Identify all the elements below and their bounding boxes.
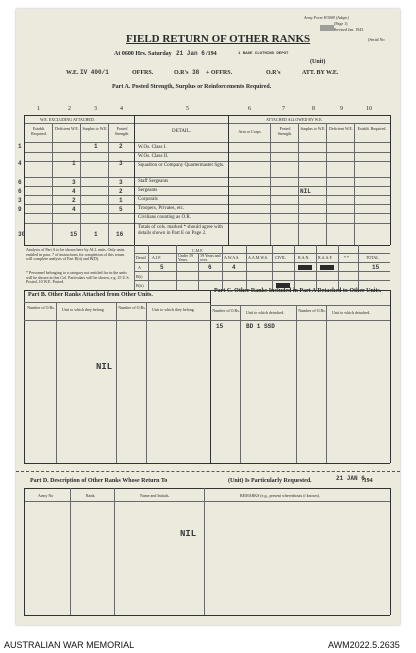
rule <box>134 245 135 290</box>
row-detail: Troopers, Privates, etc. <box>138 206 185 211</box>
rule <box>116 302 117 463</box>
rule <box>56 302 57 463</box>
typed-value: 3 <box>18 197 22 204</box>
analysis-header: A.I.F. <box>152 255 162 260</box>
typed-value: 1 <box>18 143 22 150</box>
rule <box>24 177 390 178</box>
rule <box>296 305 297 463</box>
left-header: Surplus to W.E. <box>82 126 108 131</box>
rule <box>270 123 271 245</box>
rule <box>52 123 53 245</box>
typed-value: 4 <box>18 160 22 167</box>
rule <box>24 195 390 196</box>
rule <box>316 245 317 290</box>
typed-value: 4 <box>232 264 236 271</box>
we-typed: IV 400/1 <box>80 69 109 76</box>
att-label: ATT. BY W.E. <box>302 70 339 76</box>
analysis-note: Analysis of Part A to be shown here by ALL units. Only units entitled in para. 7 of instructions for completion of this return will complete analysis of Part B(ii) and B(D). <box>26 247 125 262</box>
rule <box>176 245 177 290</box>
rule <box>298 123 299 245</box>
analysis-header: 19 Years and over. <box>200 253 221 262</box>
part-d-title: Part D. Description of Other Ranks Whose Return To <box>30 478 168 484</box>
row-detail: Civilians counting as O.R. <box>138 215 191 220</box>
rule <box>80 123 81 245</box>
rule <box>24 161 390 162</box>
rule <box>326 305 327 463</box>
rule <box>134 271 390 272</box>
rule <box>24 245 390 246</box>
rule <box>228 115 229 245</box>
part-c-col: Unit to which detached. <box>246 310 285 315</box>
col-number: 5 <box>186 106 189 112</box>
serial-stamp <box>320 25 334 31</box>
analysis-row-label: B(ii) <box>136 283 144 288</box>
ors-label: O.R's <box>174 70 189 76</box>
footer-left: AUSTRALIAN WAR MEMORIAL <box>4 640 135 650</box>
rule <box>24 152 390 153</box>
analysis-header: * * <box>344 255 349 260</box>
ors2-label: O.R's <box>266 70 281 76</box>
page-title: FIELD RETURN OF OTHER RANKS <box>126 33 311 45</box>
typed-value: 1 <box>94 143 98 150</box>
typed-value: 2 <box>72 197 76 204</box>
typed-value: 1 <box>72 160 76 167</box>
left-header: Deficient W.E. <box>55 126 79 131</box>
rule <box>24 123 390 124</box>
left-header: Posted Strength. <box>114 126 130 136</box>
typed-value: 6 <box>18 188 22 195</box>
row-detail: Sergeants <box>138 188 158 193</box>
part-c-entry-unit: BD 1 SSD <box>246 323 275 330</box>
typed-value: 16 <box>116 231 124 238</box>
part-d-col: REMARKS (e.g., present whereabouts if known). <box>240 493 320 498</box>
redaction-block <box>320 265 334 270</box>
part-d-year: /194 <box>362 478 373 484</box>
part-d-col: Army No <box>38 493 54 498</box>
typed-value: 3 <box>72 179 76 186</box>
rule <box>210 290 211 463</box>
page-ref: (Page 1) <box>334 21 348 26</box>
rule <box>210 305 390 306</box>
col-number: 1 <box>37 106 40 112</box>
rule <box>240 305 241 463</box>
analysis-header: Under 19 Years. <box>178 253 193 262</box>
analysis-header: CIVIL <box>275 255 286 260</box>
col-number: 7 <box>282 106 285 112</box>
row-detail: Totals of cols. marked * should agree with details shown in Part E on Page 2. <box>138 225 223 236</box>
row-detail: W.Os. Class I. <box>138 145 167 150</box>
rule <box>358 245 359 290</box>
analysis-header: A.A.M.W.S. <box>248 255 268 260</box>
col-number: 8 <box>312 106 315 112</box>
rule <box>326 123 327 245</box>
analysis-header: R.A.N. <box>298 255 310 260</box>
right-header: Surplus to W.E. <box>300 126 326 131</box>
rule <box>24 488 390 489</box>
left-header: Establt. Required. <box>31 126 47 136</box>
rule <box>24 142 390 143</box>
typed-value: 15 <box>372 264 380 271</box>
rule <box>24 320 390 321</box>
offrs-label: OFFRS. <box>132 70 154 76</box>
rule <box>24 290 25 463</box>
typed-value: 3 <box>119 160 123 167</box>
rule <box>338 245 339 290</box>
rule <box>24 615 390 616</box>
typed-value: 6 <box>208 264 212 271</box>
revised-note: Revised Jan. 1943 <box>334 27 364 32</box>
typed-value: 5 <box>160 264 164 271</box>
rule <box>134 262 390 263</box>
rule <box>24 204 390 205</box>
typed-value: 2 <box>119 143 123 150</box>
rule <box>204 488 205 615</box>
rule <box>24 115 390 116</box>
row-detail: W.Os. Class II. <box>138 154 169 159</box>
col-number: 6 <box>248 106 251 112</box>
date-typed: 21 Jan 6 <box>176 50 205 57</box>
nil-typed: NIL <box>300 188 311 195</box>
rule <box>354 123 355 245</box>
row-detail: Squadron or Company Quartermaster Sgts. <box>138 163 225 168</box>
rule <box>222 245 223 290</box>
rule <box>294 245 295 290</box>
rule <box>134 280 390 281</box>
analysis-header: TOTAL <box>366 255 379 260</box>
rule <box>24 463 390 464</box>
plus-offrs-label: + OFFRS. <box>206 70 233 76</box>
rule <box>134 253 390 254</box>
rule <box>390 488 391 615</box>
typed-value: 4 <box>72 188 76 195</box>
part-d-col: Name and Initials. <box>140 493 170 498</box>
rule <box>24 186 390 187</box>
we-label: W.E. <box>66 70 79 76</box>
part-c-col: Number of O.Rs. <box>298 308 326 313</box>
analysis-header: A.W.A.S. <box>224 255 240 260</box>
at-line: At 0600 Hrs. Saturday <box>114 51 172 57</box>
unit-label: (Unit) <box>310 59 326 65</box>
form-ref: Army Form W3009 (Adapt.) <box>304 15 350 20</box>
analysis-row-label: A <box>138 265 141 270</box>
footer-right: AWM2022.5.2635 <box>328 640 400 650</box>
typed-value: 6 <box>18 179 22 186</box>
part-c-col: Number of O.Rs. <box>212 308 240 313</box>
part-b-col: Unit to which they belong <box>62 307 104 312</box>
rule <box>390 115 391 245</box>
typed-value: 1 <box>94 231 98 238</box>
serial-label: (Serial No <box>368 37 385 42</box>
col-number: 2 <box>68 106 71 112</box>
part-d-col: Rank. <box>86 493 96 498</box>
typed-value: 4 <box>72 206 76 213</box>
rule <box>134 115 135 245</box>
rule <box>24 501 390 502</box>
rule <box>114 488 115 615</box>
redaction-block <box>298 265 312 270</box>
rule <box>24 115 25 245</box>
rule <box>146 302 147 463</box>
part-d-nil: NIL <box>180 529 197 539</box>
right-header: Posted Strength. <box>277 126 293 136</box>
ors-typed: 38 <box>192 69 200 76</box>
part-c-title: Part C. Other Ranks Included in Part A Detached to Other Units. <box>214 288 382 294</box>
perforation-line <box>16 471 400 472</box>
unit-typed: 1 BASE CLOTHING DEPOT <box>238 52 289 56</box>
row-detail: Corporals <box>138 197 158 202</box>
col-number: 10 <box>366 106 372 112</box>
rule <box>148 245 149 290</box>
right-header: Establt. Required. <box>357 126 387 131</box>
typed-value: 1 <box>119 197 123 204</box>
part-c-col: Unit to which detached. <box>332 310 371 315</box>
rule <box>24 488 25 615</box>
typed-value: 3 <box>119 179 123 186</box>
part-d-unit: (Unit) Is Particularly Requested. <box>228 478 312 484</box>
typed-value: 15 <box>70 231 78 238</box>
typed-value: 5 <box>119 206 123 213</box>
part-b-col: Number of O.Rs. <box>118 305 146 310</box>
rule <box>198 253 199 290</box>
part-b-nil: NIL <box>96 362 113 372</box>
rule <box>246 245 247 290</box>
row-detail: Staff Sergeants <box>138 179 169 184</box>
part-b-col: Number of O.Rs. <box>27 305 55 310</box>
part-d-date: 21 JAN 6 <box>336 475 365 482</box>
rule <box>24 213 390 214</box>
form-paper <box>16 9 400 625</box>
part-b-title: Part B. Other Ranks Attached from Other Units. <box>28 292 153 298</box>
right-header: Deficient W.E. <box>329 126 353 131</box>
rule <box>70 488 71 615</box>
rule <box>390 290 391 463</box>
rule <box>108 123 109 245</box>
rule <box>24 302 210 303</box>
rule <box>272 245 273 290</box>
analysis-row-label: B(i) <box>136 274 143 279</box>
part-b-col: Unit to which they belong <box>152 307 194 312</box>
typed-value: 9 <box>18 206 22 213</box>
cmf-header: C.M.F. <box>192 248 204 253</box>
analysis-header: R.A.A.F. <box>318 255 333 260</box>
detail-header: DETAIL. <box>172 129 191 134</box>
rule <box>24 223 390 224</box>
analysis-header: Detail <box>136 255 146 260</box>
typed-value: 30 <box>18 231 26 238</box>
part-a-heading: Part A. Posted Strength, Surplus or Reinforcements Required. <box>112 84 272 90</box>
group-left-header: W.E. EXCLUDING ATTACHED. <box>40 117 95 122</box>
year-suffix: /194 <box>206 51 217 57</box>
personnel-note: * Personnel belonging to a category not entitled for in the units will be shown in this Col. Particulars will be shown, e.g. 25 U.S. Posted, 10 W.E. Posted. <box>26 270 130 285</box>
col-number: 9 <box>340 106 343 112</box>
right-header: Arm or Corps. <box>238 129 262 134</box>
col-number: 3 <box>94 106 97 112</box>
group-right-header: ATTACHED ALLOWED BY W.E. <box>266 117 323 122</box>
typed-value: 2 <box>119 188 123 195</box>
part-c-entry-num: 15 <box>216 323 224 330</box>
col-number: 4 <box>120 106 123 112</box>
